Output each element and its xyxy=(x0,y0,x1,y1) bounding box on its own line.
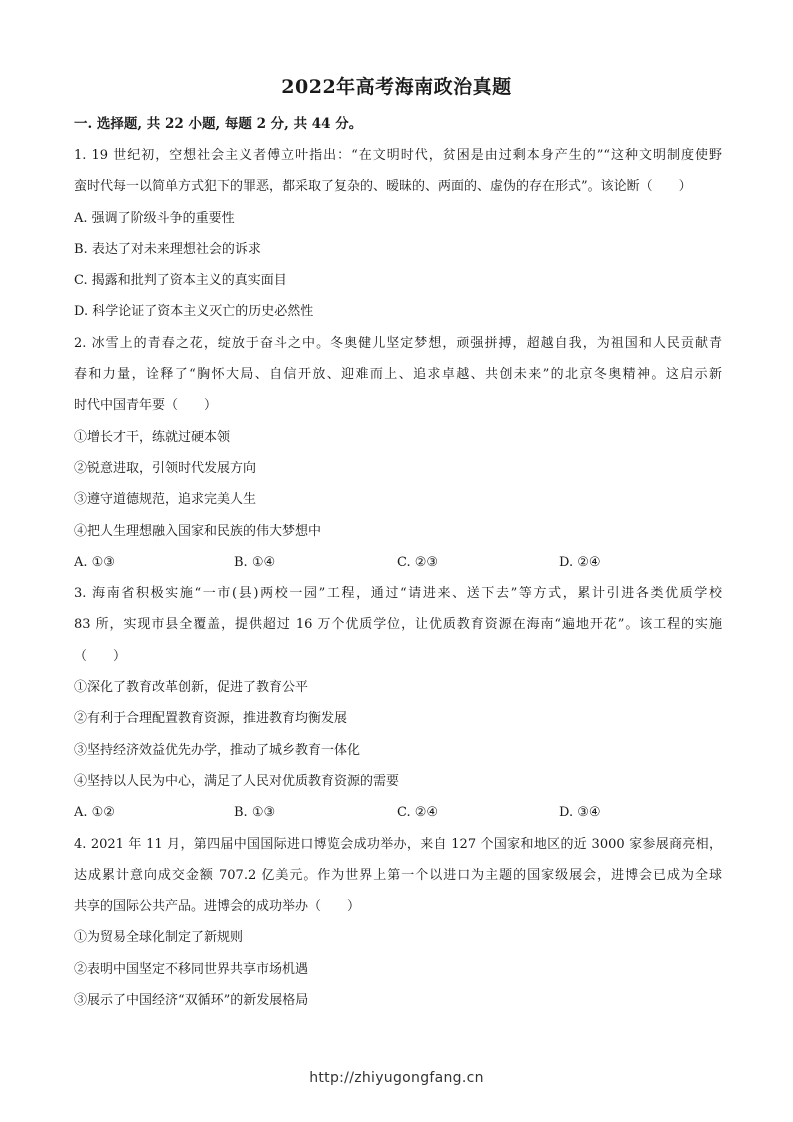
answer-option: A. 强调了阶级斗争的重要性 xyxy=(74,210,235,226)
question-1 xyxy=(74,140,722,328)
section-heading: 一. 选择题, 共 22 小题, 每题 2 分, 共 44 分。 xyxy=(74,116,363,132)
choice-b: B. ①③ xyxy=(234,805,276,821)
statement-item: ③遵守道德规范，追求完美人生 xyxy=(74,492,257,508)
answer-option: C. 揭露和批判了资本主义的真实面目 xyxy=(74,273,287,289)
statement-item: ②锐意进取，引领时代发展方向 xyxy=(74,460,257,476)
choice-a: A. ①② xyxy=(74,805,115,821)
choice-d: D. ②④ xyxy=(559,554,601,570)
statement-item: ②表明中国坚定不移同世界共享市场机遇 xyxy=(74,961,309,977)
answer-choices xyxy=(74,547,722,578)
question-stem-line: 3. 海南省积极实施“一市(县)两校一园”工程，通过“请进来、送下去”等方式，累计引进各类优质学校 xyxy=(74,586,722,602)
question-stem-line: （ ） xyxy=(74,648,127,664)
statement-item: ①为贸易全球化制定了新规则 xyxy=(74,930,244,946)
choice-b: B. ①④ xyxy=(234,554,276,570)
question-2 xyxy=(74,328,722,578)
question-stem-line: 春和力量，诠释了“胸怀大局、自信开放、迎难而上、追求卓越、共创未来”的北京冬奥精神。这启示新 xyxy=(74,367,722,383)
question-stem-line: 时代中国青年要（ ） xyxy=(74,398,218,414)
answer-choices xyxy=(74,797,722,828)
statement-item: ②有利于合理配置教育资源，推进教育均衡发展 xyxy=(74,711,348,727)
statement-item: ④把人生理想融入国家和民族的伟大梦想中 xyxy=(74,523,322,539)
statement-item: ①深化了教育改革创新，促进了教育公平 xyxy=(74,680,309,696)
question-3 xyxy=(74,578,722,828)
question-4 xyxy=(74,829,722,1017)
question-stem-line: 1. 19 世纪初，空想社会主义者傅立叶指出：“在文明时代，贫困是由过剩本身产生的”“这种文明制度使野 xyxy=(74,148,722,163)
statement-item: ①增长才干，练就过硬本领 xyxy=(74,429,231,445)
footer-url: http://zhiyugongfang.cn xyxy=(309,1070,484,1086)
choice-c: C. ②④ xyxy=(397,805,439,821)
answer-option: B. 表达了对未来理想社会的诉求 xyxy=(74,241,261,257)
question-stem-line: 共享的国际公共产品。进博会的成功举办（ ） xyxy=(74,899,361,915)
question-stem-line: 达成累计意向成交金额 707.2 亿美元。作为世界上第一个以进口为主题的国家级展会，进博会已成为全球 xyxy=(74,867,722,883)
question-stem-line: 4. 2021 年 11 月，第四届中国国际进口博览会成功举办，来自 127 个国家和地区的近 3000 家参展商亮相， xyxy=(74,836,722,852)
choice-a: A. ①③ xyxy=(74,554,115,570)
questions-body xyxy=(74,140,722,1016)
question-stem-line: 2. 冰雪上的青春之花，绽放于奋斗之中。冬奥健儿坚定梦想，顽强拼搏，超越自我，为祖国和人民贡献青 xyxy=(74,335,722,351)
page-title: 2022年高考海南政治真题 xyxy=(281,76,512,98)
statement-item: ③坚持经济效益优先办学，推动了城乡教育一体化 xyxy=(74,742,361,758)
choice-d: D. ③④ xyxy=(559,805,601,821)
statement-item: ③展示了中国经济“双循环”的新发展格局 xyxy=(74,993,309,1009)
answer-option: D. 科学论证了资本主义灭亡的历史必然性 xyxy=(74,304,314,320)
statement-item: ④坚持以人民为中心，满足了人民对优质教育资源的需要 xyxy=(74,773,400,789)
question-stem-line: 83 所，实现市县全覆盖，提供超过 16 万个优质学位，让优质教育资源在海南“遍地开花”。该工程的实施 xyxy=(74,617,722,633)
choice-c: C. ②③ xyxy=(397,554,439,570)
question-stem-line: 蛮时代每一以简单方式犯下的罪恶，都采取了复杂的、暧昧的、两面的、虚伪的存在形式”。该论断（ ） xyxy=(74,179,692,195)
